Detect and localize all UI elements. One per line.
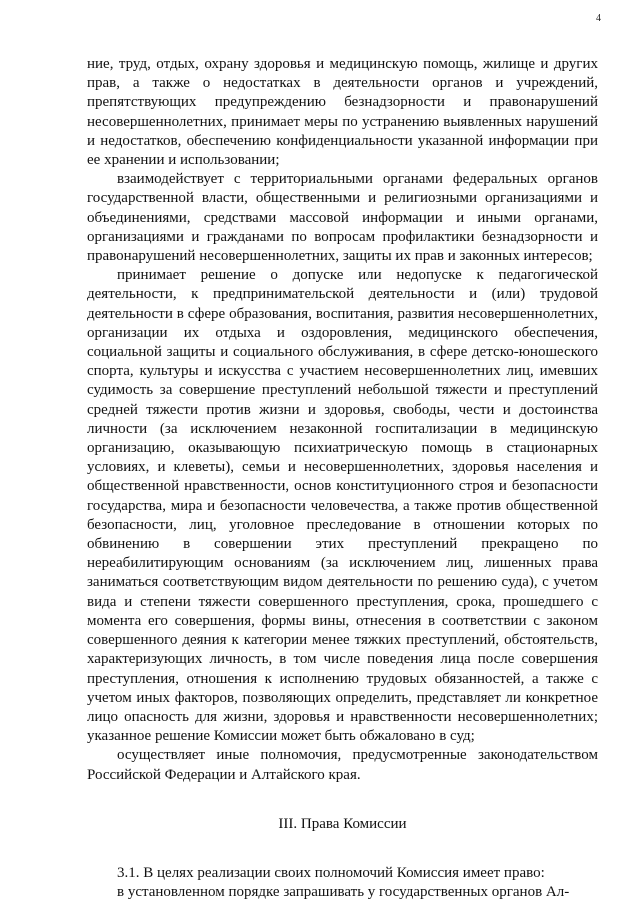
paragraph-admission-decision: принимает решение о допуске или недопуске к педагогической деятельности, к предпринимательской деятельности и (или) трудовой деятельности в сфере образования, воспитания, развития несовершеннолетних, организации их отдыха и оздоровления, медицинского обеспечения, социальной защиты и социального обслуживания, в сфере детско-юношеского спорта, культуры и искусства с участием несовершеннолетних лиц, имевших судимость за совершение преступлений небольшой тяжести и преступлений средней тяжести против жизни и здоровья, свободы, чести и достоинства личности (за исключением незаконной госпитализации в медицинскую организацию, оказывающую психиатрическую помощь в стационарных условиях, и клеветы), семьи и несовершеннолетних, здоровья населения и общественной нравственности, основ конституционного строя и безопасности государства, мира и безопасности человечества, а также против общественной безопасности, лиц, уголовное преследование в отношении которых по обвинению в совершении этих преступлений прекращено по нереабилитирующим основаниям (за исключением лиц, лишенных права заниматься соответствующим видом деятельности по решению суда), с учетом вида и степени тяжести совершенного преступления, срока, прошедшего с момента его совершения, формы вины, отнесения в соответствии с законом совершенного деяния к категории менее тяжких преступлений, обстоятельств, характеризующих личность, в том числе поведения лица после совершения преступления, отношения к исполнению трудовых обязанностей, а также с учетом иных факторов, позволяющих определить, представляет ли конкретное лицо опасность для жизни, здоровья и нравственности несовершеннолетних; указанное решение Комиссии может быть обжаловано в суд; xyxy=(87,267,598,745)
paragraph-other-powers: осуществляет иные полномочия, предусмотренные законодательством Российской Федерации и Алтайского края. xyxy=(87,747,598,783)
section-heading: III. Права Комиссии xyxy=(278,815,407,832)
paragraph-request-info: в установленном порядке запрашивать у государственных органов Ал- xyxy=(117,884,570,901)
paragraph-continuation: ние, труд, отдых, охрану здоровья и медицинскую помощь, жилище и других прав, а также о недостатках в деятельности органов и учреждений, препятствующих предупреждению безнадзорности и правонарушений несовершеннолетних, принимает меры по устранению выявленных нарушений и недостатков, обеспечению конфиденциальности указанной информации при ее хранении и использовании; xyxy=(87,56,598,169)
paragraph-rights-intro: 3.1. В целях реализации своих полномочий Комиссия имеет право: xyxy=(117,864,545,881)
document-body xyxy=(87,55,598,902)
paragraph-interaction: взаимодействует с территориальными органами федеральных органов государственной власти, общественными и религиозными организациями и объединениями, средствами массовой информации и иными органами, организациями и гражданами по вопросам профилактики безнадзорности и правонарушений несовершеннолетних, защиты их прав и законных интересов; xyxy=(87,171,598,265)
page-number: 4 xyxy=(596,13,601,24)
